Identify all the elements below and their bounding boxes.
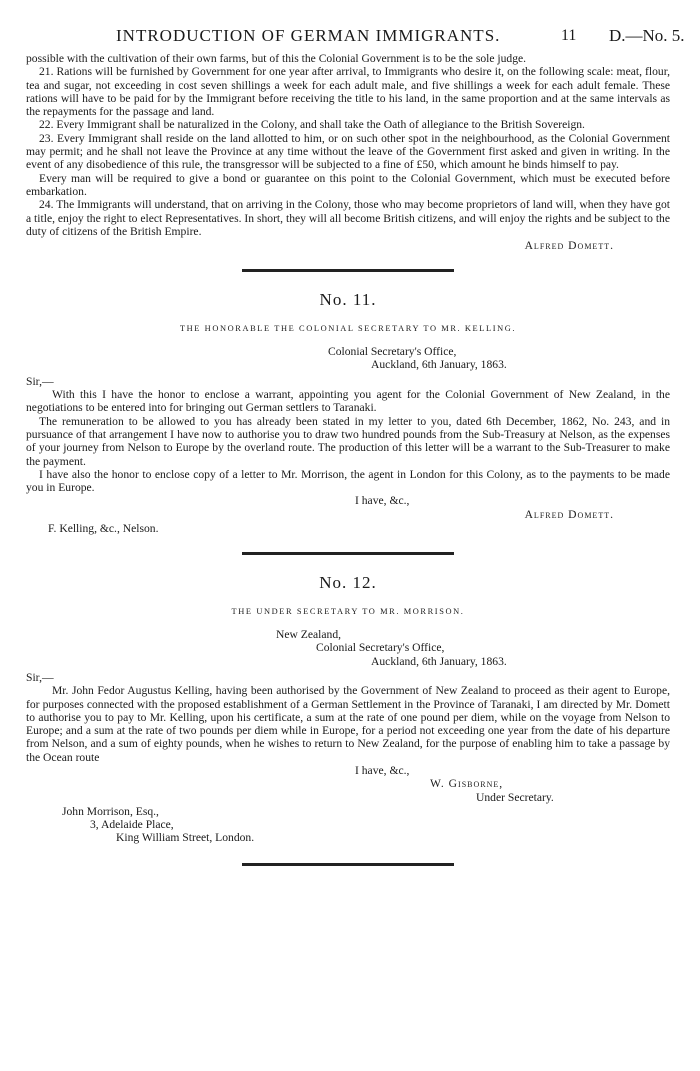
addressee-name: John Morrison, Esq., (62, 804, 159, 818)
sender-address-country: New Zealand, (276, 628, 342, 642)
paragraph-23-bond: Every man will be required to give a bond or guarantee on this point to the Colonial Government, which must be executed before embarkation. (26, 171, 670, 198)
section-divider (242, 269, 454, 272)
signature-title: Under Secretary. (476, 790, 554, 804)
letter-number: No. 12. (319, 573, 377, 593)
sender-address-date: Auckland, 6th January, 1863. (371, 358, 507, 372)
section-divider (242, 863, 454, 866)
addressee-street: 3, Adelaide Place, (90, 818, 174, 832)
paragraph-23: 23. Every Immigrant shall reside on the land allotted to him, or on such other spot in the neighbourhood, as the Colonial Government may permit; and he shall not leave the Province at any time without the leave of the Government first asked and given in writing. In the event of any disobedience of this rule, the transgressor will be subjected to a fine of £50, which amount he binds himself to pay. (26, 131, 670, 172)
sender-address-date: Auckland, 6th January, 1863. (371, 654, 507, 668)
letter-caption: THE HONORABLE THE COLONIAL SECRETARY TO MR. KELLING. (179, 324, 517, 334)
paragraph-22: 22. Every Immigrant shall be naturalized in the Colony, and shall take the Oath of allegiance to the British Sovereign. (39, 118, 585, 132)
running-header (26, 26, 685, 52)
closing: I have, &c., (355, 494, 410, 508)
paragraph: The remuneration to be allowed to you has already been stated in my letter to you, dated 6th December, 1862, No. 243, and in pursuance of that arrangement I have now to authorise you to draw two hundred pounds from the Sub-Treasury at Nelson, as the expenses of your journey from Nelson to Europe by the overland route. The production of this letter will be a warrant to the Sub-Treasurer to make the payment. (26, 414, 670, 468)
addressee: F. Kelling, &c., Nelson. (48, 521, 159, 535)
paragraph: I have also the honor to enclose copy of a letter to Mr. Morrison, the agent in London for this Colony, as to the payments to be made you in Europe. (26, 467, 670, 495)
signature-gisborne: W. Gisborne, (430, 777, 504, 791)
addressee-city: King William Street, London. (116, 831, 255, 845)
document-reference: D.—No. 5. (609, 26, 685, 45)
signature-domett: Alfred Domett. (524, 239, 614, 253)
salutation: Sir,— (26, 670, 54, 684)
letter-no-11 (26, 290, 670, 535)
regulations-continued (26, 52, 670, 252)
closing: I have, &c., (355, 763, 410, 777)
paragraph: possible with the cultivation of their own farms, but of this the Colonial Government is to be the sole judge. (26, 52, 527, 65)
letter-caption: THE UNDER SECRETARY TO MR. MORRISON. (231, 607, 465, 617)
signature-domett: Alfred Domett. (524, 507, 614, 521)
sender-address-line1: Colonial Secretary's Office, (328, 345, 457, 359)
letter-no-12 (26, 573, 670, 845)
salutation: Sir,— (26, 374, 54, 388)
sender-address-line1: Colonial Secretary's Office, (316, 641, 445, 655)
document-page (26, 26, 685, 866)
paragraph: Mr. John Fedor Augustus Kelling, having been authorised by the Government of New Zealand to proceed as their agent to Europe, for purposes connected with the proposed establishment of a German Settlement in the Province of Taranaki, I am directed by Mr. Domett to authorise you to pay to Mr. Kelling, upon his certificate, a sum at the rate of one pound per diem, while on the voyage from Nelson to Europe; and a sum at the rate of two pounds per diem while in Europe, for a period not exceeding one year from the date of his departure from Nelson, and a sum of eighty pounds, when he wishes to return to New Zealand, for the purpose of enabling him to take a passage by the Ocean route (26, 684, 670, 764)
paragraph: With this I have the honor to enclose a warrant, appointing you agent for the Colonial Government of New Zealand, in the negotiations to be entered into for bringing out German settlers to Taranaki. (26, 388, 670, 415)
section-divider (242, 552, 454, 555)
paragraph-21: 21. Rations will be furnished by Government for one year after arrival, to Immigrants who desire it, on the following scale: meat, flour, tea and sugar, not exceeding in cost seven shillings a week for each adult male, and five shillings a week for each adult female. These rations will have to be paid for by the Immigrant before receiving the title to his land, in the same proportion and at the same intervals as the repayments for the passage and land. (26, 65, 670, 119)
header-title: INTRODUCTION OF GERMAN IMMIGRANTS. (116, 26, 501, 45)
letter-number: No. 11. (319, 290, 377, 310)
paragraph-24: 24. The Immigrants will understand, that on arriving in the Colony, those who may become proprietors of land will, when they have got a title, enjoy the right to elect Representatives. In short, they will all become British citizens, and will enjoy the rights and be subject to the duty of citizens of the British Empire. (26, 198, 670, 238)
page-number: 11 (561, 27, 577, 44)
